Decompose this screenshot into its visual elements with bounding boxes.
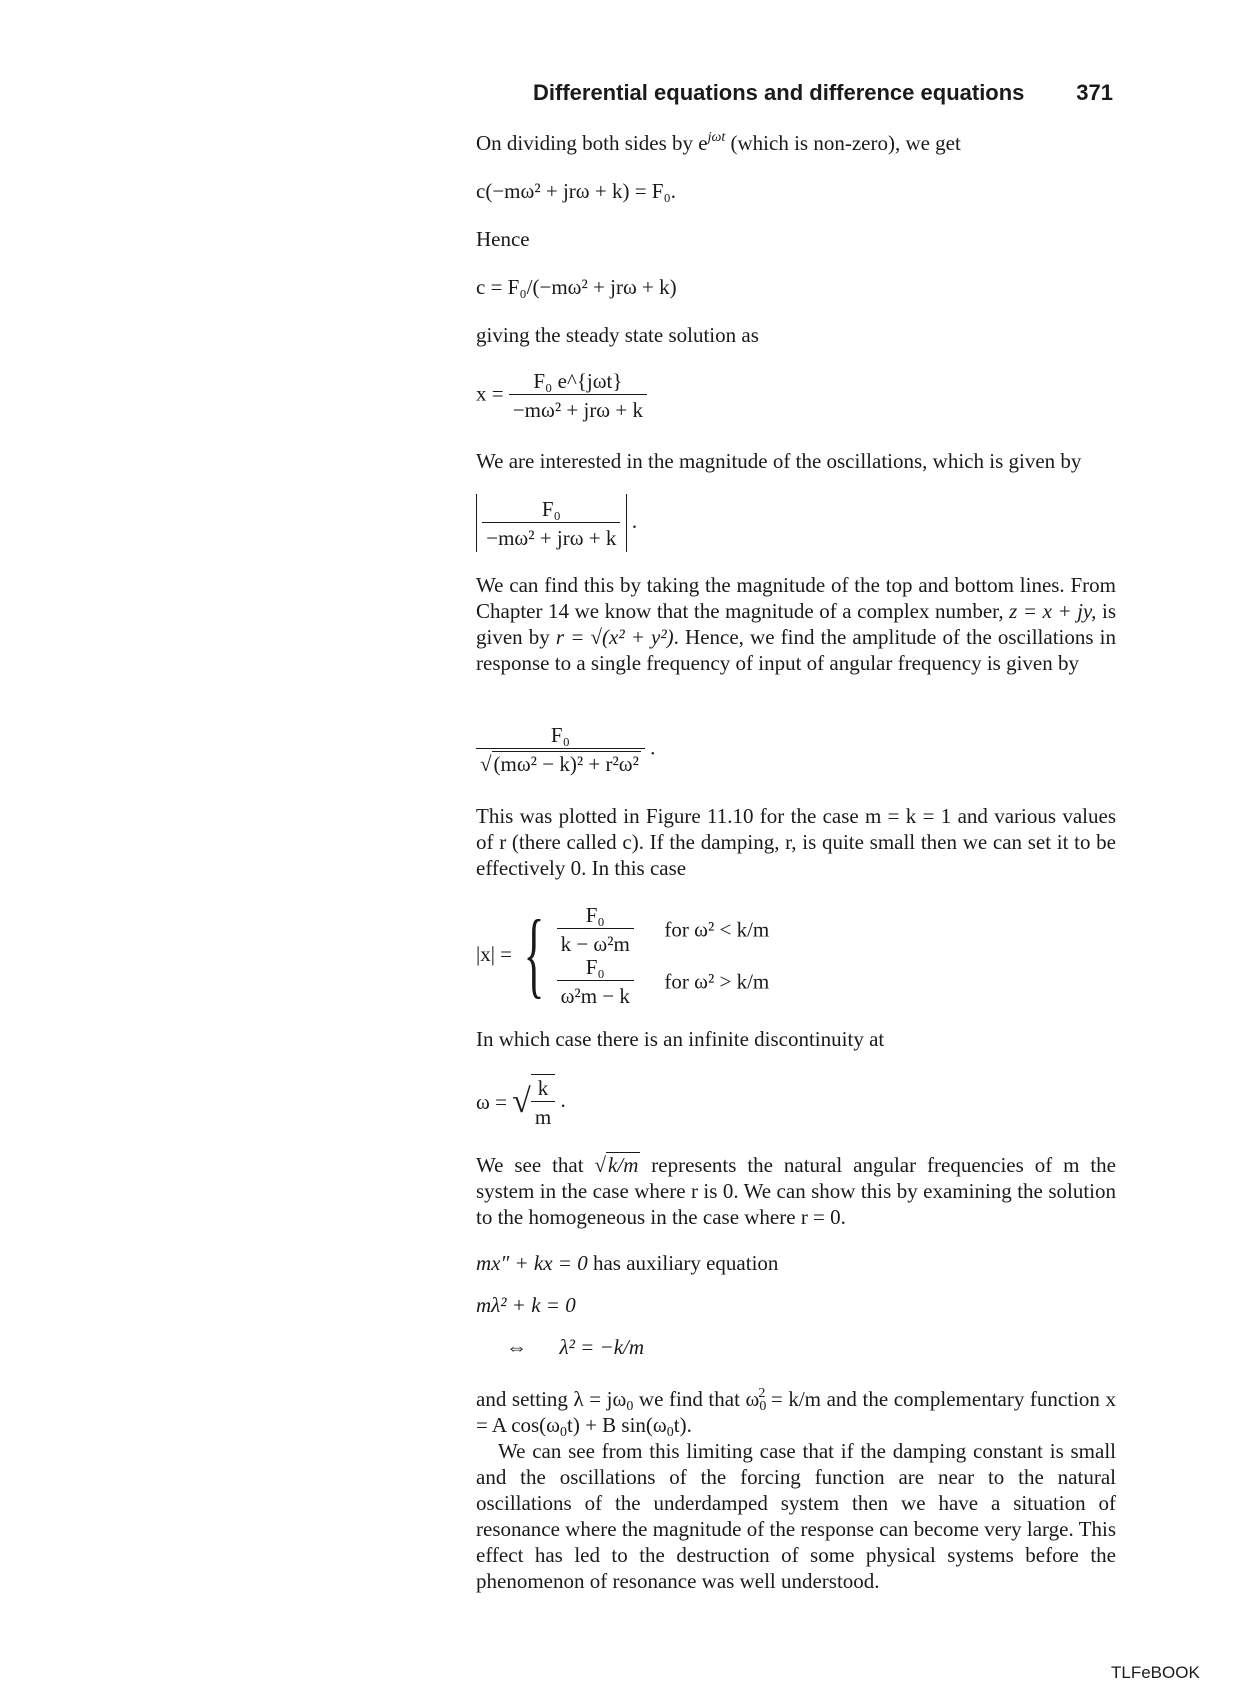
footer-watermark: TLFeBOOK	[1111, 1663, 1200, 1682]
equation-4: $\frac{\text{F₀}}{\text{−mω² + jrω + k}}$ .	[476, 494, 637, 552]
equation-roots: ⇔ λ² = −k/m	[506, 1335, 645, 1359]
paragraph-9: and setting $\lambda = j\omega_0$ we find that $\omega_0^2 = k/m$ and the complementary function x = A $\cos(\omega_0t) + B$ $\sin(\omega_0t)$.	[476, 1386, 1116, 1440]
running-header	[533, 80, 1113, 110]
paragraph-hence: Hence	[476, 227, 530, 251]
paragraph-8: We see that √k/m represents the natural angular frequencies of m the system in the case where r is 0. We can show this by examining the solution to the homogeneous in the case where r = 0.	[476, 1153, 1117, 1229]
equation-1: c(−mω² + jrω + k) = F₀.	[476, 179, 677, 203]
paragraph-5: We can find this by taking the magnitude of the top and bottom lines. From Chapter 14 we know that the magnitude of a complex number, z = x + jy, is given by r = √(x² + y²). Hence, we find the amplitude of the oscillations in response to a single frequency of input of angular frequency is given by	[476, 573, 1117, 675]
equation-5: $\frac{\text{F₀}}{\text{√(mω² − k)² + r²ω²}}$ .	[476, 722, 655, 777]
exponent: jωt	[707, 130, 726, 145]
running-title: Differential equations and difference equations	[533, 80, 1025, 105]
equation-6-cases: |x| = { $\frac{\text{F₀}}{\text{k − ω²m}}$ for ω² < k/m $\frac{\text{F₀}}{\text{ω²m − k}}$ for ω² > k/m	[476, 900, 770, 1008]
fraction: $\frac{\text{F₀}}{\text{−mω² + jrω + k}}$	[482, 496, 620, 551]
equation-7: ω = √ $\frac{k}{m}$ .	[476, 1076, 566, 1129]
equation-characteristic: mλ² + k = 0	[476, 1293, 576, 1317]
equation-3: x = $\frac{\text{F₀ e\textasciicircum{}\{jωt\}}}{\text{−mω² + jrω + k}}$	[476, 368, 647, 423]
paragraph-3: giving the steady state solution as	[476, 323, 759, 347]
page-number: 371	[1076, 80, 1113, 105]
paragraph-6: This was plotted in Figure 11.10 for the case m = k = 1 and various values of r (there called c). If the damping, r, is quite small then we can set it to be effectively 0. In this case	[476, 804, 1116, 880]
paragraph-4: We are interested in the magnitude of the oscillations, which is given by	[476, 449, 1082, 473]
equation-2: c = F₀/(−mω² + jrω + k)	[476, 275, 677, 299]
paragraph-7: In which case there is an infinite discontinuity at	[476, 1027, 885, 1051]
equation-ode: mx″ + kx = 0 has auxiliary equation	[476, 1251, 779, 1275]
paragraph-10: We can see from this limiting case that if the damping constant is small and the oscillations of the forcing function are near to the natural oscillations of the underdamped system then we have a situation of resonance where the magnitude of the response can become very large. This effect has led to the destruction of some physical systems before the phenomenon of resonance was well understood.	[476, 1439, 1116, 1593]
fraction: $\frac{\text{F₀ e\textasciicircum{}\{jωt\}}}{\text{−mω² + jrω + k}}$	[509, 368, 647, 423]
paragraph-1: On dividing both sides by $e^{j\omega t}$ (which is non-zero), we get	[476, 130, 961, 155]
fraction: $\frac{\text{F₀}}{\text{√(mω² − k)² + r²ω²}}$	[476, 722, 645, 777]
